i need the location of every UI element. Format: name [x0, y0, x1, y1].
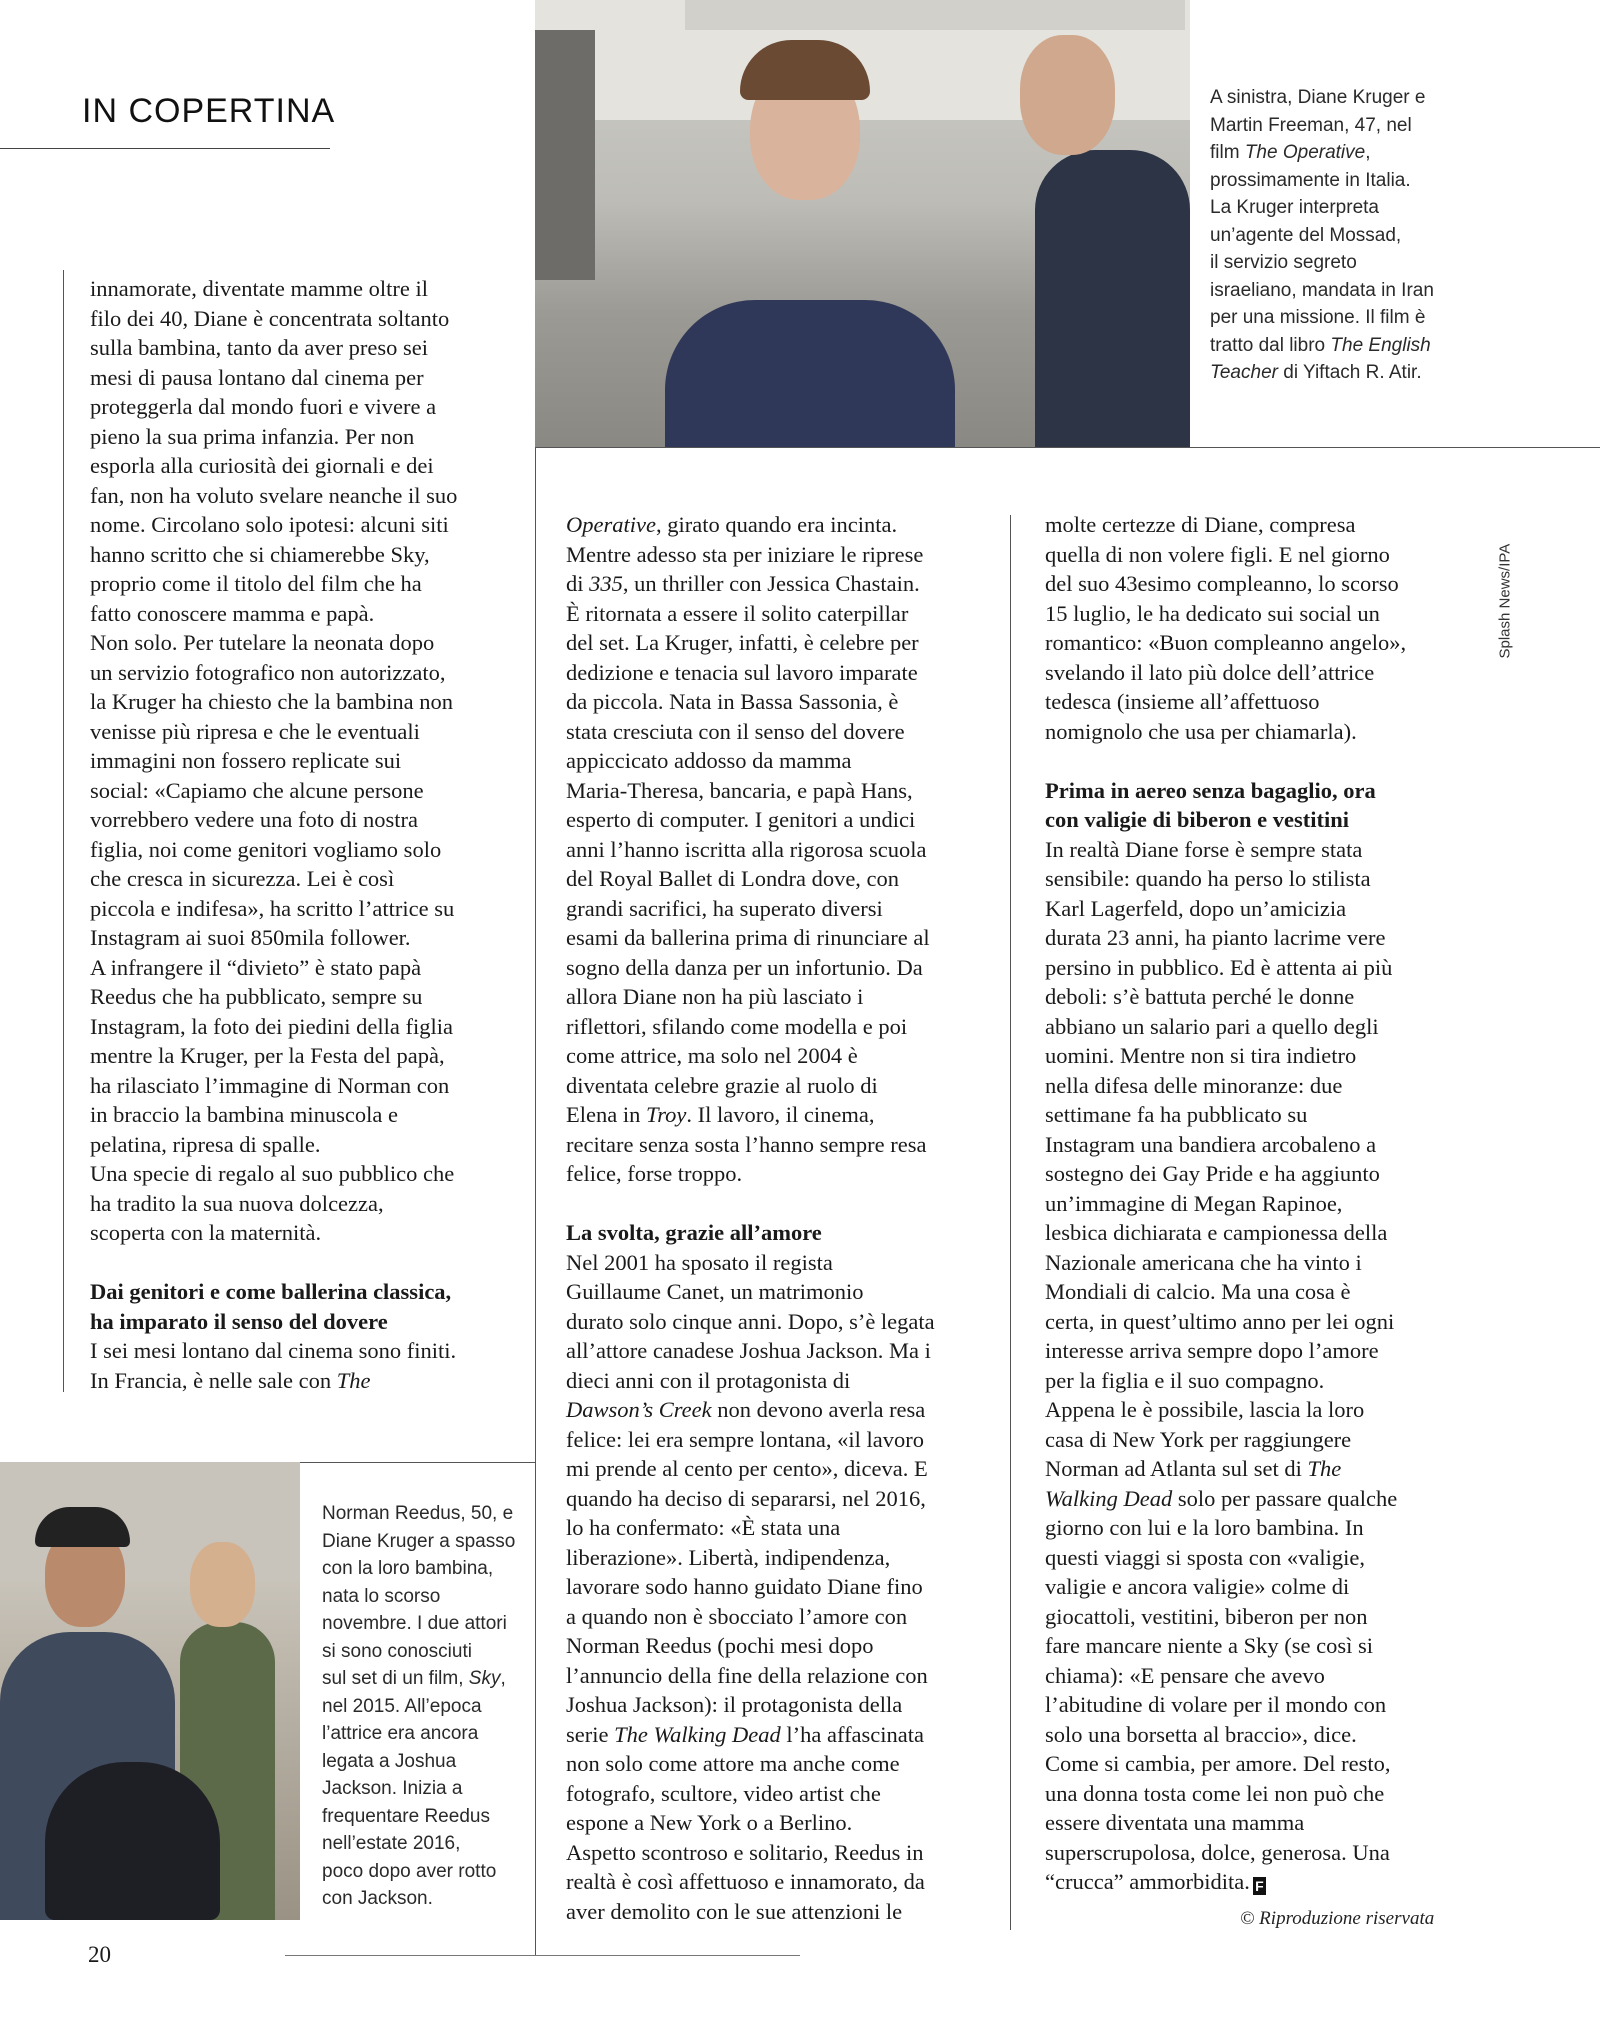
text-line: A infrangere il “divieto” è stato papà [90, 954, 422, 980]
text-line: Mondiali di calcio. Ma una cosa è [1045, 1279, 1351, 1304]
caption-line: Martin Freeman, 47, nel [1210, 114, 1412, 136]
text-line: essere diventata una mamma [1045, 1810, 1305, 1835]
text-line: nomignolo che usa per chiamarla). [1045, 718, 1357, 744]
text-line: Mentre adesso sta per iniziare le riprese [566, 541, 924, 567]
text-line: del suo 43esimo compleanno, lo scorso [1045, 571, 1399, 596]
caption-line: Norman Reedus, 50, e [322, 1503, 514, 1524]
man-cap [35, 1507, 130, 1547]
text-line: che cresca in sicurezza. Lei è così [90, 866, 395, 891]
text-line: piccola e indifesa», ha scritto l’attrice su [90, 895, 455, 921]
text-line: Non solo. Per tutelare la neonata dopo [90, 630, 435, 655]
text-line: Norman ad Atlanta sul set di The [1045, 1456, 1342, 1481]
text-line: I sei mesi lontano dal cinema sono finiti. [90, 1338, 457, 1363]
italic-title: Troy [645, 1102, 687, 1127]
italic-title: Operative [566, 512, 656, 537]
text-line: aver demolito con le sue attenzioni le [566, 1898, 903, 1924]
article-column-3 [1045, 510, 1406, 1897]
italic-title: 335 [589, 571, 623, 596]
italic-title: The Walking Dead [614, 1721, 781, 1747]
text-line: Karl Lagerfeld, dopo un’amicizia [1045, 895, 1347, 921]
article-column-2 [566, 510, 935, 1926]
text-line: Operative, girato quando era incinta. [566, 512, 898, 537]
text-line: riflettori, sfilando come modella e poi [566, 1013, 908, 1039]
text-line: venisse più ripresa e che le eventuali [90, 718, 420, 744]
text-line: mesi di pausa lontano dal cinema per [90, 364, 424, 390]
text-line: allora Diane non ha più lasciato i [566, 984, 864, 1009]
caption-line: film The Operative, [1210, 142, 1371, 163]
man-jacket [1035, 150, 1190, 447]
caption-line: con Jackson. [322, 1888, 433, 1909]
caption-line: un’agente del Mossad, [1210, 224, 1402, 246]
page-number: 20 [88, 1942, 111, 1967]
subheading-line: con valigie di biberon e vestitini [1045, 807, 1349, 832]
text-line: fan, non ha voluto svelare neanche il suo [90, 482, 458, 508]
italic-title: Dawson’s Creek [566, 1397, 712, 1422]
subheading-line: La svolta, grazie all’amore [566, 1220, 822, 1245]
text-line: un’immagine di Megan Rapinoe, [1045, 1190, 1343, 1216]
text-line: settimane fa ha pubblicato su [1045, 1102, 1308, 1127]
top-photo-caption [1210, 84, 1510, 387]
text-line: dedizione e tenacia sul lavoro imparate [566, 659, 918, 685]
text-line: Instagram, la foto dei piedini della figlia [90, 1013, 454, 1039]
text-line: una donna tosta come lei non può che [1045, 1780, 1385, 1806]
text-line: di 335, un thriller con Jessica Chastain. [566, 571, 920, 596]
text-line: figlia, noi come genitori vogliamo solo [90, 836, 442, 862]
subheading-line: Prima in aereo senza bagaglio, ora [1045, 777, 1376, 803]
photo-credit: Splash News/IPA [1496, 543, 1514, 659]
caption-line: Diane Kruger a spasso [322, 1530, 516, 1552]
text-line: proteggerla dal mondo fuori e vivere a [90, 394, 437, 419]
text-line: fotografo, scultore, video artist che [566, 1780, 881, 1806]
text-line: in braccio la bambina minuscola e [90, 1102, 399, 1127]
text-line: giocattoli, vestitini, biberon per non [1045, 1603, 1368, 1629]
text-line: Nel 2001 ha sposato il regista [566, 1249, 833, 1275]
text-line: Maria-Theresa, bancaria, e papà Hans, [566, 777, 913, 803]
italic-title: Teacher [1210, 362, 1278, 383]
caption-line: con la loro bambina, [322, 1558, 494, 1579]
man-face [1020, 35, 1115, 155]
text-line: fatto conoscere mamma e papà. [90, 600, 375, 626]
caption-line: La Kruger interpreta [1210, 197, 1379, 218]
text-line: Walking Dead solo per passare qualche [1045, 1485, 1398, 1511]
text-line: Joshua Jackson): il protagonista della [566, 1692, 903, 1717]
text-line: Una specie di regalo al suo pubblico che [90, 1161, 455, 1186]
subheading-line: Dai genitori e come ballerina classica, [90, 1279, 452, 1304]
text-line: È ritornata a essere il solito caterpillar [566, 600, 909, 626]
text-line: proprio come il titolo del film che ha [90, 571, 422, 596]
text-line: Dawson’s Creek non devono averla resa [566, 1397, 926, 1422]
woman-sweater [665, 300, 955, 447]
italic-title: The [1307, 1456, 1342, 1481]
text-line: sostegno dei Gay Pride e ha aggiunto [1045, 1161, 1380, 1186]
text-line: hanno scritto che si chiamerebbe Sky, [90, 541, 430, 567]
caption-line: nata lo scorso [322, 1585, 441, 1607]
text-line: immagini non fossero replicate sui [90, 748, 402, 773]
caption-line: si sono conosciuti [322, 1640, 472, 1662]
subheading-line: ha imparato il senso del dovere [90, 1308, 388, 1334]
text-line [566, 1189, 935, 1219]
column-rule [1010, 515, 1011, 1930]
text-line: Reedus che ha pubblicato, sempre su [90, 984, 423, 1009]
text-line: chiama): «E pensare che avevo [1045, 1662, 1325, 1688]
text-line: mentre la Kruger, per la Festa del papà, [90, 1043, 445, 1068]
text-line: diventata celebre grazie al ruolo di [566, 1072, 878, 1098]
text-line [90, 1248, 457, 1278]
text-line: interesse arriva sempre dopo l’amore [1045, 1338, 1379, 1363]
text-line [1045, 746, 1406, 776]
bottom-photo-caption [322, 1500, 522, 1913]
text-line: uomini. Mentre non si tira indietro [1045, 1043, 1357, 1068]
text-line: molte certezze di Diane, compresa [1045, 512, 1356, 537]
text-line: mi prende al cento per cento», diceva. E [566, 1456, 928, 1481]
caption-line: poco dopo aver rotto [322, 1860, 497, 1882]
text-line: lesbica dichiarata e campionessa della [1045, 1220, 1388, 1245]
text-line: felice, forse troppo. [566, 1161, 743, 1186]
text-line: realtà è così affettuoso e innamorato, da [566, 1869, 925, 1894]
text-line: ha rilasciato l’immagine di Norman con [90, 1072, 450, 1098]
column-rule [63, 270, 64, 1392]
article-column-1 [90, 274, 457, 1395]
text-line: Nazionale americana che ha vinto i [1045, 1249, 1362, 1275]
text-line: solo una borsetta al braccio», dice. [1045, 1721, 1357, 1747]
text-line: lavorare sodo hanno guidato Diane fino [566, 1574, 923, 1599]
text-line: come attrice, ma solo nel 2004 è [566, 1043, 858, 1068]
text-line: sensibile: quando ha perso lo stilista [1045, 866, 1371, 891]
text-line: quella di non volere figli. E nel giorno [1045, 541, 1390, 567]
text-line: lo ha confermato: «È stata una [566, 1515, 841, 1540]
text-line: abbiano un salario pari a quello degli [1045, 1013, 1379, 1039]
photo-divider [535, 447, 1600, 448]
text-line: “crucca” ammorbidita. F [1045, 1867, 1406, 1897]
caption-line: israeliano, mandata in Iran [1210, 279, 1434, 301]
text-line: esperto di computer. I genitori a undici [566, 807, 916, 832]
section-label: IN COPERTINA [82, 92, 336, 130]
text-line: a quando non è sbocciato l’amore con [566, 1603, 908, 1629]
text-line: l’annuncio della fine della relazione con [566, 1662, 928, 1688]
text-line: dieci anni con il protagonista di [566, 1367, 851, 1393]
text-line: Appena le è possibile, lascia la loro [1045, 1397, 1365, 1422]
text-line: fare mancare niente a Sky (se così si [1045, 1633, 1373, 1658]
tree-trunk [535, 30, 595, 280]
caption-line: il servizio segreto [1210, 252, 1357, 273]
caption-line: A sinistra, Diane Kruger e [1210, 87, 1426, 108]
caption-line: novembre. I due attori [322, 1613, 507, 1634]
text-line: durato solo cinque anni. Dopo, s’è legata [566, 1308, 935, 1334]
italic-title: Sky [468, 1668, 501, 1689]
text-line: anni l’hanno iscritta alla rigorosa scuola [566, 836, 927, 862]
text-line: scoperta con la maternità. [90, 1220, 322, 1245]
text-line: persino in pubblico. Ed è attenta ai più [1045, 954, 1393, 980]
text-line: per la figlia e il suo compagno. [1045, 1367, 1325, 1393]
building-windows [685, 0, 1185, 30]
text-line: In realtà Diane forse è sempre stata [1045, 836, 1363, 862]
text-line: valigie e ancora valigie» colme di [1045, 1574, 1350, 1599]
italic-title: The Operative [1244, 142, 1366, 163]
woman-face [190, 1542, 255, 1627]
text-line: tedesca (insieme all’affettuoso [1045, 689, 1320, 714]
text-line: filo dei 40, Diane è concentrata soltanto [90, 305, 450, 331]
text-line: romantico: «Buon compleanno angelo», [1045, 630, 1407, 655]
text-line: Norman Reedus (pochi mesi dopo [566, 1633, 874, 1658]
text-line: sogno della danza per un infortunio. Da [566, 954, 923, 980]
text-line: recitare senza sosta l’hanno sempre resa [566, 1131, 927, 1157]
text-line: Come si cambia, per amore. Del resto, [1045, 1751, 1391, 1776]
text-line: innamorate, diventate mamme oltre il [90, 276, 429, 301]
text-line: durata 23 anni, ha pianto lacrime vere [1045, 925, 1386, 950]
text-line: deboli: s’è battuta perché le donne [1045, 984, 1355, 1009]
text-line: un servizio fotografico non autorizzato, [90, 659, 446, 685]
text-line: appiccicato addosso da mamma [566, 748, 852, 773]
caption-line: Teacher di Yiftach R. Atir. [1210, 362, 1422, 383]
section-divider [0, 148, 330, 149]
text-line: superscrupolosa, dolce, generosa. Una [1045, 1839, 1390, 1865]
text-line: pieno la sua prima infanzia. Per non [90, 423, 415, 449]
text-line: felice: lei era sempre lontana, «il lavoro [566, 1426, 924, 1452]
text-line: del Royal Ballet di Londra dove, con [566, 866, 900, 891]
caption-line: Jackson. Inizia a [322, 1778, 463, 1799]
text-line: Aspetto scontroso e solitario, Reedus in [566, 1839, 924, 1865]
text-line: da piccola. Nata in Bassa Sassonia, è [566, 689, 899, 714]
text-line: casa di New York per raggiungere [1045, 1426, 1352, 1452]
text-line: questi viaggi si sposta con «valigie, [1045, 1544, 1365, 1570]
footer-rule [285, 1955, 800, 1956]
text-line: non solo come attore ma anche come [566, 1751, 900, 1776]
caption-line: tratto dal libro The English [1210, 334, 1431, 356]
text-line: quando ha deciso di separarsi, nel 2016, [566, 1485, 926, 1511]
text-line: esporla alla curiosità dei giornali e dei [90, 453, 434, 478]
column-rule [535, 447, 536, 1955]
text-line: stata cresciuta con il senso del dovere [566, 718, 905, 744]
text-line: espone a New York o a Berlino. [566, 1810, 853, 1835]
text-line: nella difesa delle minoranze: due [1045, 1072, 1343, 1098]
text-line: nome. Circolano solo ipotesi: alcuni siti [90, 512, 449, 537]
text-line: Instagram una bandiera arcobaleno a [1045, 1131, 1377, 1157]
text-line: pelatina, ripresa di spalle. [90, 1131, 321, 1157]
text-line: sulla bambina, tanto da aver preso sei [90, 335, 429, 360]
text-line: vorrebbero vedere una foto di nostra [90, 807, 418, 832]
caption-line: prossimamente in Italia. [1210, 169, 1411, 191]
caption-line: per una missione. Il film è [1210, 307, 1426, 328]
text-line: giorno con lui e la loro bambina. In [1045, 1515, 1364, 1540]
text-line: grandi sacrifici, ha superato diversi [566, 895, 883, 921]
text-line: Instagram ai suoi 850mila follower. [90, 925, 411, 950]
caption-line: frequentare Reedus [322, 1805, 490, 1827]
text-line: Elena in Troy. Il lavoro, il cinema, [566, 1102, 875, 1127]
italic-title: The English [1330, 334, 1431, 356]
text-line: la Kruger ha chiesto che la bambina non [90, 689, 453, 714]
caption-line: l’attrice era ancora [322, 1723, 479, 1744]
text-line: del set. La Kruger, infatti, è celebre per [566, 630, 919, 655]
text-line: all’attore canadese Joshua Jackson. Ma i [566, 1338, 931, 1363]
stroller [45, 1762, 220, 1920]
top-photo [535, 0, 1190, 447]
caption-line: legata a Joshua [322, 1750, 457, 1772]
text-line: esami da ballerina prima di rinunciare al [566, 925, 930, 950]
text-line: serie The Walking Dead l’ha affascinata [566, 1721, 925, 1747]
text-line: social: «Capiamo che alcune persone [90, 777, 424, 803]
italic-title: The [336, 1367, 371, 1393]
italic-title: Walking Dead [1045, 1485, 1173, 1511]
caption-line: nel 2015. All’epoca [322, 1695, 482, 1717]
text-line: liberazione». Libertà, indipendenza, [566, 1544, 891, 1570]
caption-line: nell’estate 2016, [322, 1833, 461, 1854]
end-mark-icon: F [1253, 1877, 1266, 1895]
text-line: svelando il lato più dolce dell’attrice [1045, 659, 1375, 685]
text-line: In Francia, è nelle sale con The [90, 1367, 371, 1393]
caption-line: sul set di un film, Sky, [322, 1668, 506, 1689]
text-line: Guillaume Canet, un matrimonio [566, 1279, 864, 1304]
bottom-photo [0, 1462, 300, 1920]
text-line: l’abitudine di volare per il mondo con [1045, 1692, 1387, 1717]
text-line: 15 luglio, le ha dedicato sui social un [1045, 600, 1380, 626]
copyright-notice: © Riproduzione riservata [1240, 1908, 1435, 1929]
text-line: ha tradito la sua nuova dolcezza, [90, 1190, 384, 1216]
text-line: certa, in quest’ultimo anno per lei ogni [1045, 1308, 1395, 1334]
